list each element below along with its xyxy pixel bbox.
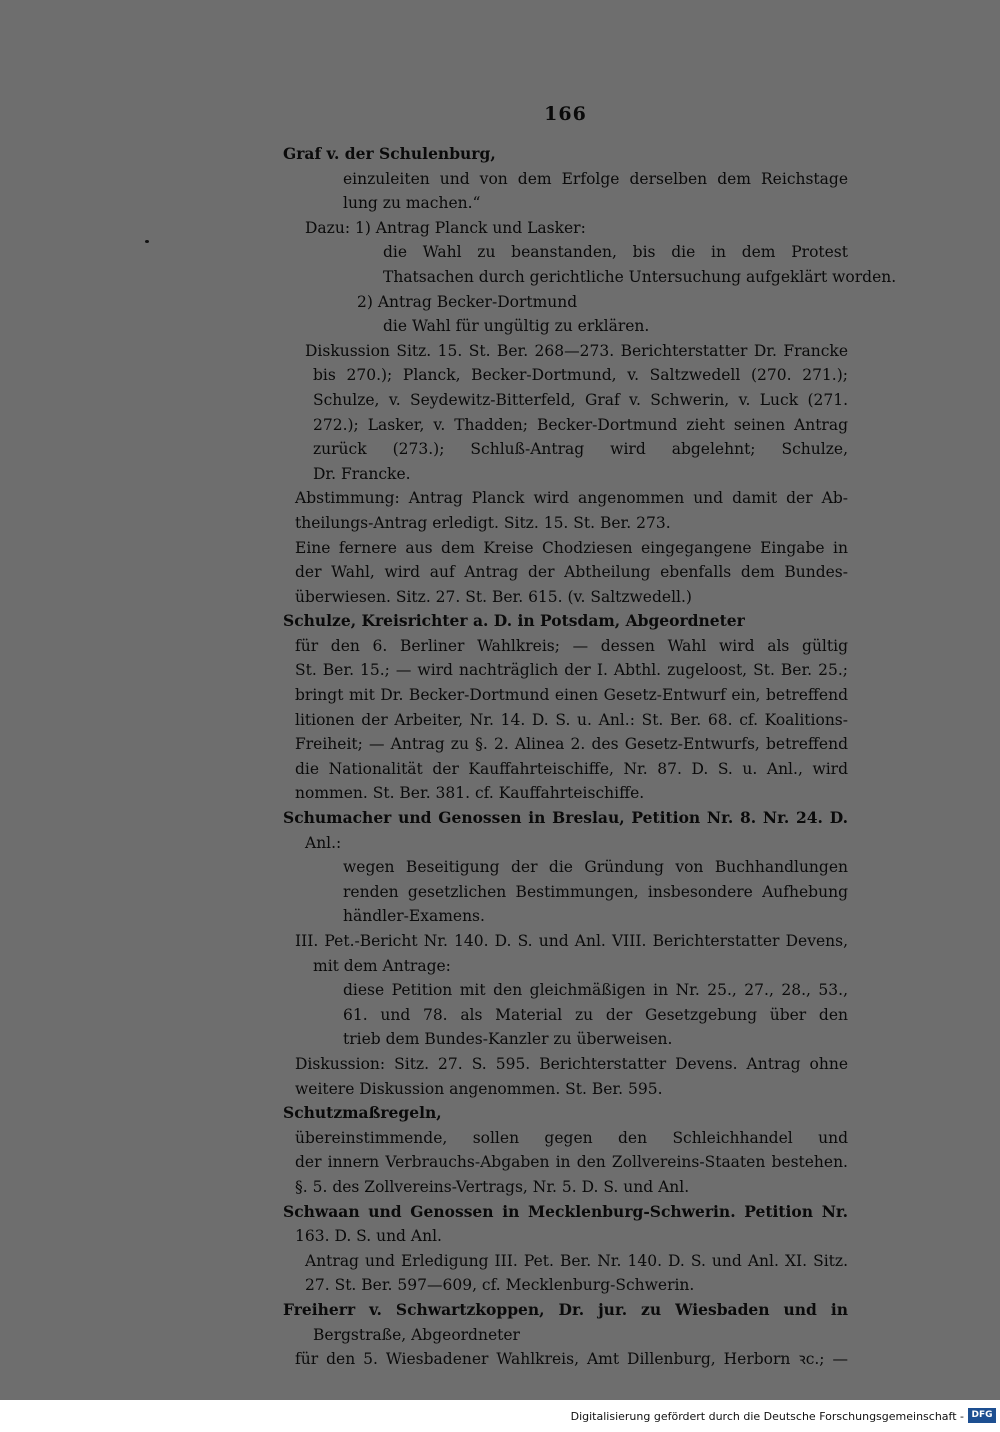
text-line: der innern Verbrauchs-Abgaben in den Zollvereins-Staaten bestehen.: [295, 1153, 848, 1172]
dfg-logo-icon: DFG: [968, 1408, 996, 1423]
entry-heading: Schumacher und Genossen in Breslau, Petition Nr. 8. Nr. 24. D.: [283, 808, 848, 828]
text-line: die Nationalität der Kauffahrteischiffe, Nr. 87. D. S. u. Anl., wird: [295, 759, 848, 778]
text-line: bringt mit Dr. Becker-Dortmund einen Gesetz-Entwurf ein, betreffend: [295, 686, 848, 705]
text-line: Dr. Francke.: [313, 464, 411, 483]
text-line: diese Petition mit den gleichmäßigen in Nr. 25., 27., 28., 53.,: [343, 981, 848, 1000]
text-line: theilungs-Antrag erledigt. Sitz. 15. St. Ber. 273.: [295, 513, 671, 532]
text-line: übereinstimmende, sollen gegen den Schleichhandel und: [295, 1128, 848, 1147]
text-line: Bergstraße, Abgeordneter: [313, 1325, 520, 1344]
text-line: 2) Antrag Becker-Dortmund: [357, 292, 578, 311]
text-line: 61. und 78. als Material zu der Gesetzgebung über den: [343, 1005, 848, 1024]
text-line: für den 6. Berliner Wahlkreis; — dessen Wahl wird als gültig: [295, 636, 848, 655]
text-line: Schulze, v. Seydewitz-Bitterfeld, Graf v. Schwerin, v. Luck (271.: [313, 390, 848, 409]
text-line: Abstimmung: Antrag Planck wird angenommen und damit der Ab-: [295, 489, 848, 508]
text-line: Eine fernere aus dem Kreise Chodziesen eingegangene Eingabe in: [295, 538, 848, 557]
entry-heading: Graf v. der Schulenburg,: [283, 144, 496, 163]
text-line: 163. D. S. und Anl.: [295, 1227, 442, 1246]
entry-heading: Freiherr v. Schwartzkoppen, Dr. jur. zu Wiesbaden und in: [283, 1299, 848, 1319]
text-line: 27. St. Ber. 597—609, cf. Mecklenburg-Schwerin.: [305, 1276, 695, 1295]
text-line: für den 5. Wiesbadener Wahlkreis, Amt Dillenburg, Herborn ꝛc.; —: [295, 1350, 848, 1369]
text-line: Freiheit; — Antrag zu §. 2. Alinea 2. des Gesetz-Entwurfs, betreffend: [295, 735, 848, 754]
text-line: zurück (273.); Schluß-Antrag wird abgelehnt; Schulze,: [313, 440, 848, 459]
text-body: [283, 142, 897, 1372]
text-line: der Wahl, wird auf Antrag der Abtheilung ebenfalls dem Bundes-: [295, 563, 848, 582]
text-line: mit dem Antrage:: [313, 956, 451, 975]
page-number: 166: [544, 103, 587, 125]
text-line: wegen Beseitigung der die Gründung von Buchhandlungen: [343, 858, 848, 877]
text-line: weitere Diskussion angenommen. St. Ber. 595.: [295, 1079, 663, 1098]
text-line: 272.); Lasker, v. Thadden; Becker-Dortmund zieht seinen Antrag: [313, 415, 848, 434]
ink-speck: [145, 240, 149, 243]
footer-credit-text: Digitalisierung gefördert durch die Deutsche Forschungsgemeinschaft -: [570, 1410, 964, 1423]
text-line: Dazu: 1) Antrag Planck und Lasker:: [305, 218, 586, 237]
text-line: Diskussion: Sitz. 27. S. 595. Berichterstatter Devens. Antrag ohne: [295, 1054, 848, 1073]
text-line: nommen. St. Ber. 381. cf. Kauffahrteischiffe.: [295, 784, 645, 803]
entry-heading: Schulze, Kreisrichter a. D. in Potsdam, Abgeordneter: [283, 611, 745, 631]
text-line: bis 270.); Planck, Becker-Dortmund, v. Saltzwedell (270. 271.);: [313, 366, 848, 385]
text-line: Anl.:: [305, 833, 342, 852]
text-line: einzuleiten und von dem Erfolge derselben dem Reichstage: [343, 169, 848, 188]
entry-heading: Schwaan und Genossen in Mecklenburg-Schwerin. Petition Nr.: [283, 1201, 848, 1221]
text-line: die Wahl zu beanstanden, bis die in dem Protest: [383, 243, 848, 262]
text-line: renden gesetzlichen Bestimmungen, insbesondere Aufhebung: [343, 882, 848, 901]
text-line: III. Pet.-Bericht Nr. 140. D. S. und Anl. VIII. Berichterstatter Devens,: [295, 932, 848, 950]
text-line: die Wahl für ungültig zu erklären.: [383, 317, 650, 336]
text-line: Antrag und Erledigung III. Pet. Ber. Nr. 140. D. S. und Anl. XI. Sitz.: [305, 1251, 848, 1270]
text-line: Diskussion Sitz. 15. St. Ber. 268—273. Berichterstatter Dr. Francke: [305, 341, 848, 360]
entry-heading: Schutzmaßregeln,: [283, 1103, 442, 1123]
text-line: lung zu machen.“: [343, 194, 481, 213]
text-line: überwiesen. Sitz. 27. St. Ber. 615. (v. Saltzwedell.): [295, 587, 692, 606]
text-line: litionen der Arbeiter, Nr. 14. D. S. u. Anl.: St. Ber. 68. cf. Koalitions-: [295, 710, 848, 729]
text-line: §. 5. des Zollvereins-Vertrags, Nr. 5. D. S. und Anl.: [295, 1177, 690, 1196]
text-line: trieb dem Bundes-Kanzler zu überweisen.: [343, 1030, 673, 1049]
text-line: Thatsachen durch gerichtliche Untersuchung aufgeklärt worden.: [383, 267, 897, 286]
footer-bar: [0, 1400, 1000, 1432]
text-line: händler-Examens.: [343, 907, 485, 926]
text-line: St. Ber. 15.; — wird nachträglich der I. Abthl. zugeloost, St. Ber. 25.;: [295, 661, 848, 680]
